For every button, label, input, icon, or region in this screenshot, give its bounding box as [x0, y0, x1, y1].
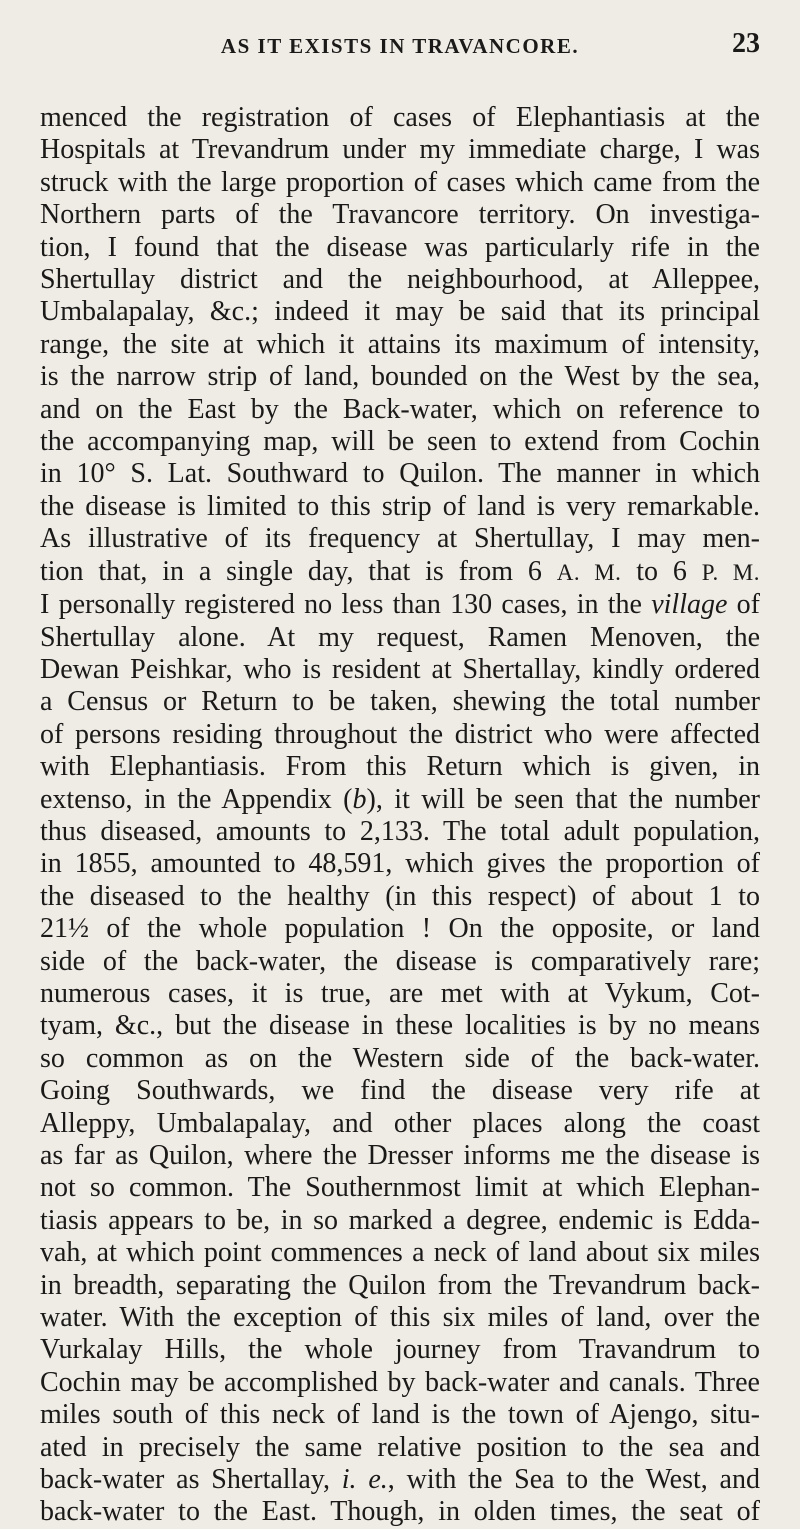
- text-segment: in breadth, separating the Quilon from the Trevandrum back-: [40, 1269, 760, 1301]
- running-head: [40, 24, 760, 64]
- text-segment: Going Southwards, we find the disease very rife at: [40, 1075, 760, 1107]
- text-segment: of: [727, 589, 760, 621]
- text-segment: a Census or Return to be taken, shewing the total number: [40, 686, 760, 718]
- text-segment: and on the East by the Back-water, which on reference to: [40, 393, 760, 425]
- text-line: [40, 881, 760, 913]
- text-segment: tion that, in a single day, that is from 6: [40, 555, 557, 587]
- text-line: [40, 751, 760, 783]
- italic-text: i. e.: [341, 1464, 388, 1496]
- text-line: [40, 1043, 760, 1075]
- text-segment: Dewan Peishkar, who is resident at Shertallay, kindly ordered: [40, 653, 760, 685]
- text-line: [40, 784, 760, 816]
- text-segment: Northern parts of the Travancore territory. On investiga-: [40, 199, 760, 231]
- text-segment: ated in precisely the same relative position to the sea and: [40, 1431, 760, 1463]
- italic-text: b: [352, 783, 367, 815]
- text-segment: not so common. The Southernmost limit at which Elephan-: [40, 1172, 760, 1204]
- text-line: [40, 654, 760, 686]
- text-segment: in 1855, amounted to 48,591, which gives the proportion of: [40, 848, 760, 880]
- text-segment: , with the Sea to the West, and: [387, 1464, 760, 1496]
- text-line: [40, 458, 760, 490]
- text-line: [40, 1496, 760, 1528]
- text-line: [40, 491, 760, 523]
- italic-text: village: [651, 589, 728, 621]
- text-line: [40, 523, 760, 555]
- text-segment: of persons residing throughout the district who were affected: [40, 718, 760, 750]
- text-line: [40, 1010, 760, 1042]
- text-segment: as far as Quilon, where the Dresser informs me the disease is: [40, 1140, 760, 1171]
- text-line: [40, 1270, 760, 1302]
- text-segment: struck with the large proportion of cases which came from the: [40, 166, 760, 198]
- text-line: [40, 134, 760, 166]
- text-line: [40, 1140, 760, 1172]
- text-line: [40, 1172, 760, 1204]
- body-paragraph: [40, 102, 760, 1529]
- text-line: [40, 1367, 760, 1399]
- text-line: [40, 848, 760, 880]
- text-segment: 21½ of the whole population ! On the opposite, or land: [40, 913, 760, 945]
- text-segment: tiasis appears to be, in so marked a degree, endemic is Edda-: [40, 1204, 760, 1236]
- text-line: [40, 1334, 760, 1366]
- text-segment: tyam, &c., but the disease in these localities is by no means: [40, 1010, 760, 1042]
- text-segment: in 10° S. Lat. Southward to Quilon. The manner in which: [40, 458, 760, 490]
- text-segment: back-water to the East. Though, in olden times, the seat of: [40, 1496, 760, 1528]
- text-line: [40, 1237, 760, 1269]
- text-segment: Alleppy, Umbalapalay, and other places along the coast: [40, 1107, 760, 1139]
- text-line: [40, 1075, 760, 1107]
- text-line: [40, 719, 760, 751]
- text-segment: Cochin may be accomplished by back-water and canals. Three: [40, 1366, 760, 1398]
- page-number: 23: [732, 28, 760, 59]
- text-segment: numerous cases, it is true, are met with at Vykum, Cot-: [40, 977, 760, 1009]
- text-line: [40, 329, 760, 361]
- text-line: [40, 816, 760, 848]
- text-line: [40, 264, 760, 296]
- text-line: [40, 686, 760, 718]
- text-line: [40, 1302, 760, 1334]
- text-line: [40, 1205, 760, 1237]
- text-segment: miles south of this neck of land is the town of Ajengo, situ-: [40, 1399, 760, 1431]
- text-segment: side of the back-water, the disease is comparatively rare;: [40, 945, 760, 977]
- text-line: [40, 1432, 760, 1464]
- text-segment: the diseased to the healthy (in this respect) of about 1 to: [40, 880, 760, 912]
- text-line: [40, 622, 760, 654]
- text-line: [40, 913, 760, 945]
- text-segment: with Elephantiasis. From this Return which is given, in: [40, 751, 760, 783]
- text-segment: tion, I found that the disease was particularly rife in the: [40, 231, 760, 263]
- text-segment: Umbalapalay, &c.; indeed it may be said that its principal: [40, 296, 760, 328]
- text-segment: thus diseased, amounts to 2,133. The total adult population,: [40, 815, 760, 847]
- text-segment: Shertullay alone. At my request, Ramen Menoven, the: [40, 621, 760, 653]
- text-line: [40, 167, 760, 199]
- text-line: [40, 589, 760, 621]
- text-segment: water. With the exception of this six miles of land, over the: [40, 1302, 760, 1334]
- text-line: [40, 361, 760, 393]
- small-caps-text: P. M.: [701, 559, 761, 585]
- text-line: [40, 199, 760, 231]
- text-segment: is the narrow strip of land, bounded on the West by the sea,: [40, 361, 760, 393]
- text-line: [40, 426, 760, 458]
- text-segment: I personally registered no less than 130 cases, in the: [40, 589, 652, 621]
- text-line: [40, 394, 760, 426]
- text-segment: ), it will be seen that the number: [366, 783, 760, 815]
- text-line: [40, 102, 760, 134]
- text-line: [40, 296, 760, 328]
- text-segment: menced the registration of cases of Elephantiasis at the: [40, 102, 760, 133]
- text-segment: extenso, in the Appendix (: [40, 783, 353, 815]
- text-segment: Vurkalay Hills, the whole journey from Travandrum to: [40, 1334, 760, 1366]
- text-line: [40, 1464, 760, 1496]
- text-line: [40, 1399, 760, 1431]
- text-line: [40, 232, 760, 264]
- text-segment: vah, at which point commences a neck of land about six miles: [40, 1237, 760, 1269]
- text-line: [40, 978, 760, 1010]
- text-segment: to 6: [621, 555, 702, 587]
- text-segment: As illustrative of its frequency at Shertullay, I may men-: [40, 523, 760, 555]
- small-caps-text: A. M.: [556, 559, 622, 585]
- text-segment: Shertullay district and the neighbourhood, at Alleppee,: [40, 264, 760, 296]
- text-segment: the disease is limited to this strip of land is very remarkable.: [40, 490, 760, 522]
- text-segment: the accompanying map, will be seen to extend from Cochin: [40, 426, 760, 458]
- text-segment: back-water as Shertallay,: [40, 1464, 342, 1496]
- text-segment: so common as on the Western side of the back-water.: [40, 1042, 760, 1074]
- running-title: AS IT EXISTS IN TRAVANCORE.: [220, 34, 580, 58]
- text-line: [40, 556, 760, 589]
- text-line: [40, 1108, 760, 1140]
- text-segment: Hospitals at Trevandrum under my immediate charge, I was: [40, 134, 760, 166]
- text-line: [40, 946, 760, 978]
- text-segment: range, the site at which it attains its maximum of intensity,: [40, 328, 760, 360]
